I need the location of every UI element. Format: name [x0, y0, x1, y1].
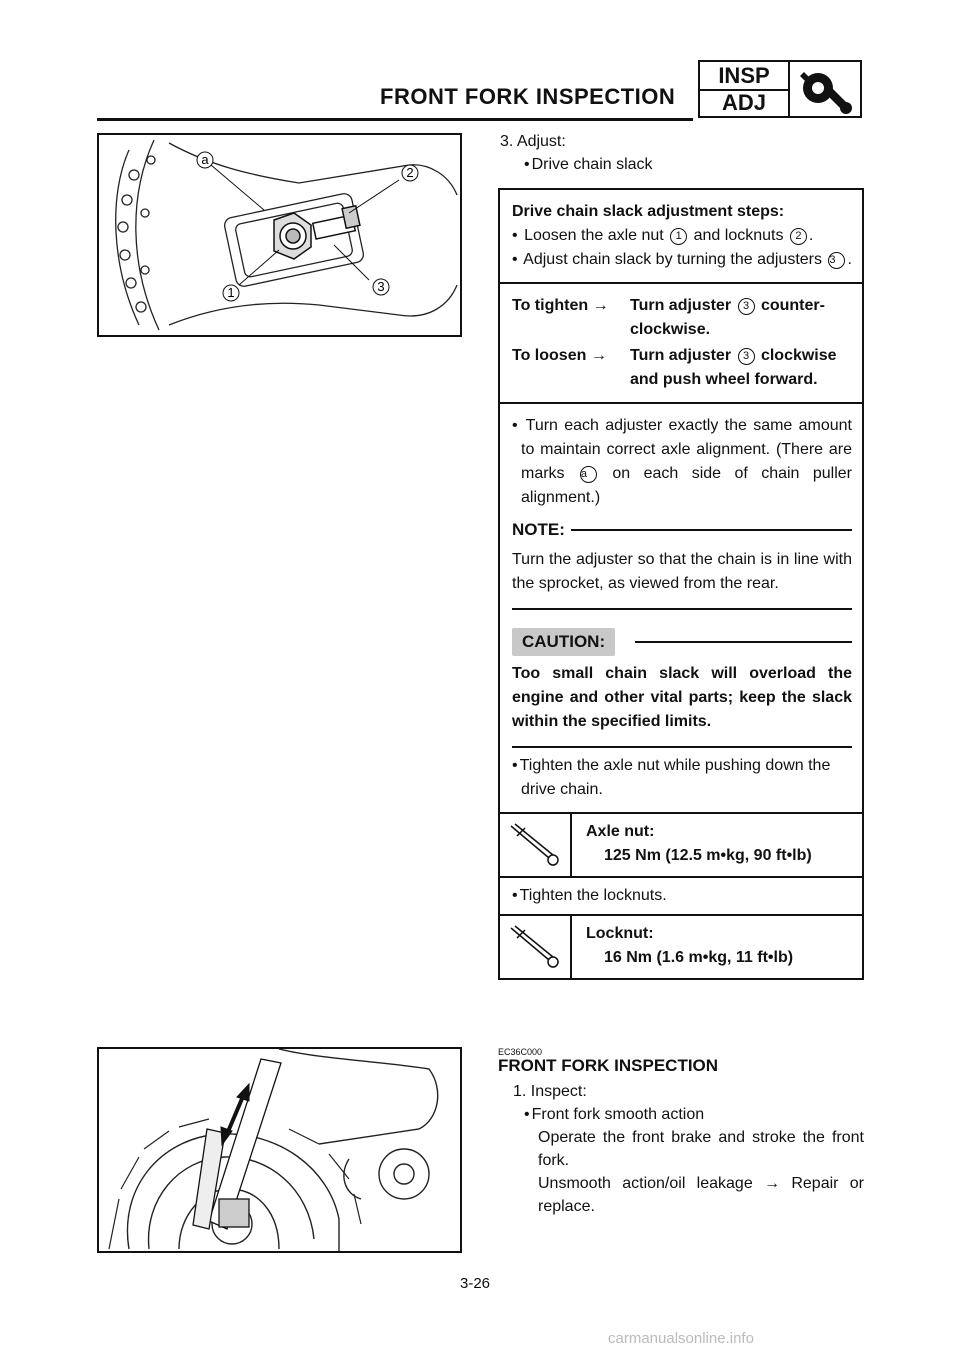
chain-adjuster-illustration: [99, 135, 460, 335]
caution-heading: CAUTION:: [512, 628, 852, 656]
turn-each-text: • Turn each adjuster exactly the same amount to maintain correct axle alignment. (There are marks a on each side of chain puller alignment.): [512, 414, 852, 510]
figure-chain-adjuster: [97, 133, 462, 337]
badge-adj: ADJ: [700, 89, 790, 116]
wrench-gear-icon: [790, 62, 860, 116]
inspect-step: [500, 1080, 864, 1218]
note-end-rule: [512, 608, 852, 610]
figure-front-fork: [97, 1047, 462, 1253]
direction-row: [500, 284, 862, 404]
steps-title: Drive chain slack adjustment steps:: [512, 203, 785, 220]
caution-end-rule: [512, 746, 852, 748]
notes-row: [500, 404, 862, 814]
locknut-torque-row: [500, 916, 862, 978]
locknut-label: Locknut:: [586, 925, 654, 942]
front-fork-illustration: [99, 1049, 460, 1251]
step-adjust: • Adjust chain slack by turning the adjusters 3 .: [512, 248, 852, 272]
callout-a: a: [201, 152, 209, 167]
step-3: [500, 130, 864, 176]
ref-1: 1: [670, 228, 687, 245]
callout-2: 2: [406, 165, 414, 180]
inspect-line1: Operate the front brake and stroke the front fork.: [538, 1129, 864, 1169]
callout-1: 1: [227, 285, 235, 300]
note-heading: NOTE:: [512, 518, 852, 542]
tighten-text: Turn adjuster 3 counter-clockwise.: [630, 297, 825, 338]
inspect-line2: Unsmooth action/oil leakage → Repair or replace.: [538, 1175, 864, 1215]
page-title: FRONT FORK INSPECTION: [380, 84, 676, 109]
note-text: Turn the adjuster so that the chain is in line with the sprocket, as viewed from the rear.: [512, 551, 852, 592]
watermark: carmanualsonline.info: [608, 1330, 754, 1347]
step-3-item: • Drive chain slack: [500, 153, 864, 176]
tighten-locknuts-row: [500, 878, 862, 916]
page-number: 3-26: [460, 1275, 491, 1292]
step-loosen: • Loosen the axle nut 1 and locknuts 2 .: [512, 224, 852, 248]
torque-wrench-icon: [500, 814, 572, 876]
tighten-locknuts-text: • Tighten the locknuts.: [512, 884, 852, 908]
inspect-item: • Front fork smooth action: [500, 1103, 864, 1126]
ref-2: 2: [790, 228, 807, 245]
ref-3: 3: [828, 252, 845, 269]
torque-wrench-icon: [500, 916, 572, 978]
caution-text: Too small chain slack will overload the engine and other vital parts; keep the slack within the specified limits.: [512, 665, 852, 730]
badge-insp: INSP: [700, 62, 790, 91]
section-code: EC36C000: [498, 1047, 543, 1057]
section-heading: FRONT FORK INSPECTION: [498, 1056, 719, 1075]
inspect-step-label: 1. Inspect:: [513, 1083, 587, 1100]
tighten-label: To tighten →: [512, 297, 609, 314]
step-3-label: 3. Adjust:: [500, 133, 566, 150]
steps-row: [500, 190, 862, 284]
axle-nut-value: 125 Nm (12.5 m•kg, 90 ft•lb): [604, 847, 812, 864]
callout-3: 3: [377, 279, 385, 294]
section-badge: [698, 60, 862, 118]
axle-torque-row: [500, 814, 862, 878]
tighten-axle-text: • Tighten the axle nut while pushing down the drive chain.: [512, 754, 852, 802]
loosen-label: To loosen →: [512, 347, 607, 364]
ref-a: a: [580, 466, 597, 483]
adjustment-steps-box: [498, 188, 864, 980]
axle-nut-label: Axle nut:: [586, 823, 655, 840]
locknut-value: 16 Nm (1.6 m•kg, 11 ft•lb): [604, 949, 794, 966]
title-rule: [97, 118, 693, 121]
loosen-text: Turn adjuster 3 clockwise and push wheel forward.: [630, 347, 837, 388]
